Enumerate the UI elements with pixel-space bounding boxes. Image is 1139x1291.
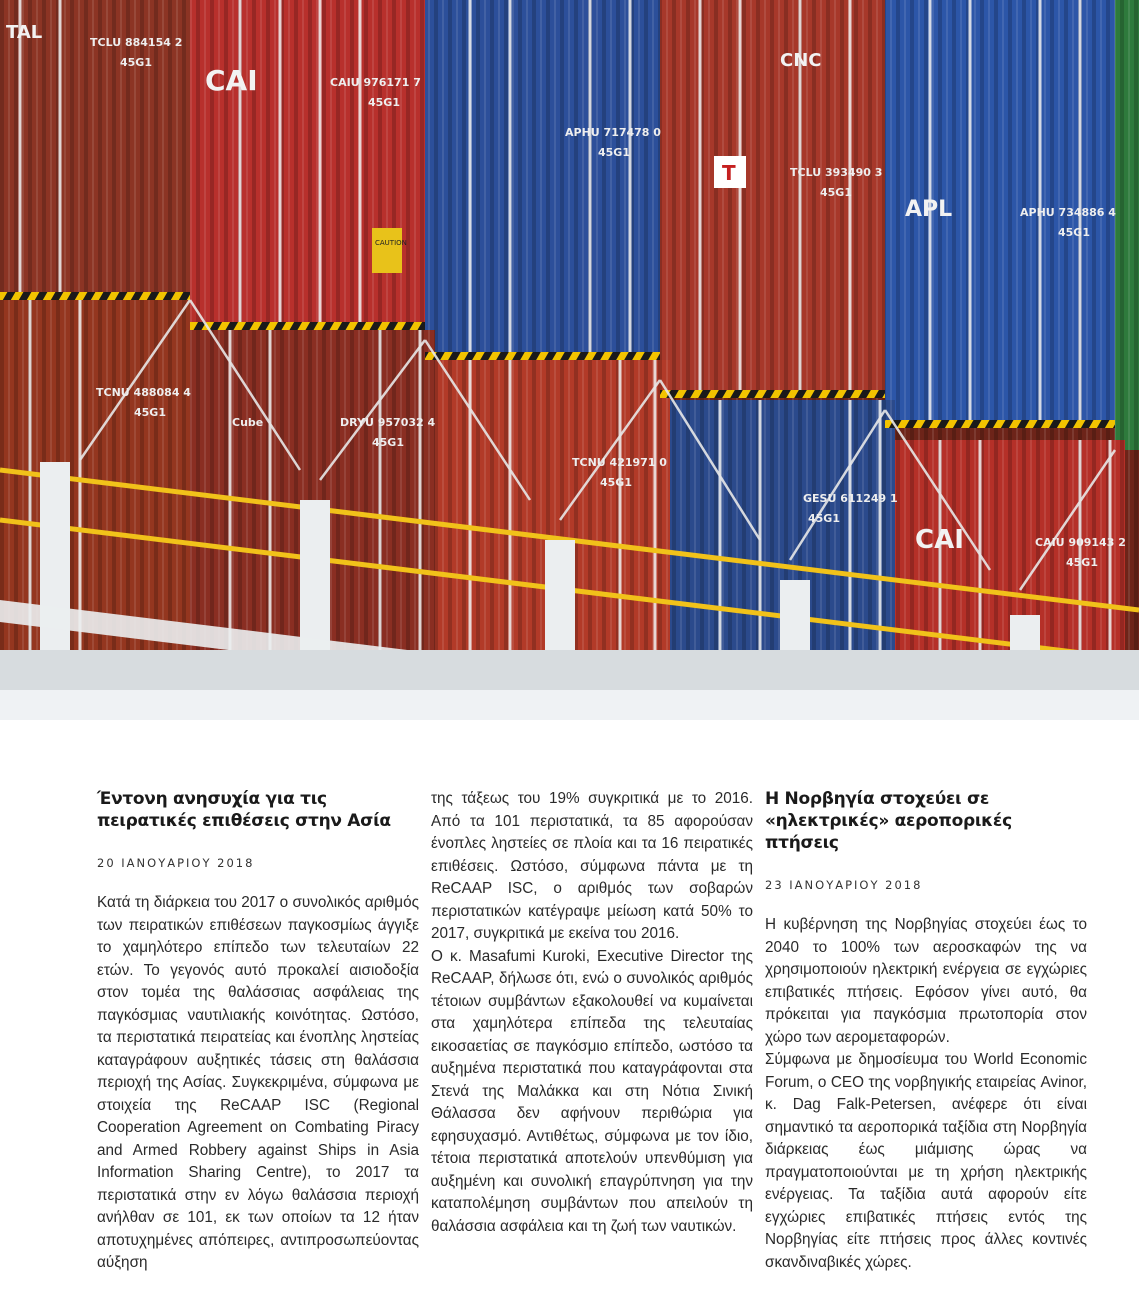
photo-label: TCNU 488084 4 xyxy=(96,386,191,399)
article-1-paragraph: της τάξεως του 19% συγκριτικά με το 2016. Από τα 101 περιστατικά, τα 85 αφορούσαν ένοπλες ληστείες σε πλοία και τα 16 πειρατικές επιθέσεις. Ωστόσο, σύμφωνα πάντα με τη ReCAAP ISC, ο αριθμός των σοβαρών περιστατικών κατέγραψε μείωση κατά 50% το 2017, συγκριτικά με εκείνα του 2016. xyxy=(431,790,753,942)
article-1-headline: Έντονη ανησυχία για τις πειρατικές επιθέσεις στην Ασία xyxy=(97,789,391,831)
photo-label: 45G1 xyxy=(820,186,852,199)
article-2-headline: Η Νορβηγία στοχεύει σε «ηλεκτρικές» αεροπορικές πτήσεις xyxy=(765,789,1012,853)
photo-label: CAIU 909143 2 xyxy=(1035,536,1126,549)
article-2-paragraph: Η κυβέρνηση της Νορβηγίας στοχεύει έως το 2040 το 100% των αεροσκαφών της να χρησιμοποιούν ηλεκτρική ενέργεια σε εγχώριες επιβατικές πτήσεις. Εφόσον γίνει αυτό, θα πρόκειται για παγκόσμια πρωτοπορία στον χώρο των αερομεταφορών. xyxy=(765,916,1087,1046)
photo-label: CNC xyxy=(780,50,822,71)
photo-label: CAI xyxy=(205,64,258,97)
photo-label: APHU 717478 0 xyxy=(565,126,661,139)
photo-label: GESU 611249 1 xyxy=(803,492,898,505)
article-1-column-2 xyxy=(431,788,753,1238)
photo-label: 45G1 xyxy=(1066,556,1098,569)
photo-label: CAI xyxy=(915,525,964,555)
photo-label: 45G1 xyxy=(368,96,400,109)
photo-label: 45G1 xyxy=(598,146,630,159)
article-1-body xyxy=(97,892,419,1275)
caution-sticker xyxy=(372,228,402,273)
article-1-column-1 xyxy=(97,788,419,1275)
photo-label: TAL xyxy=(6,22,43,43)
photo-label: 45G1 xyxy=(120,56,152,69)
article-2-paragraph: Σύμφωνα με δημοσίευμα του World Economic Forum, ο CEO της νορβηγικής εταιρείας Avinor, κ. Dag Falk-Petersen, ανέφερε ότι είναι σημαντικό τα αεροπορικά ταξίδια στη Νορβηγία διάρκειας έως μιάμισης ώρας να πραγματοποιούνται με τη χρήση ηλεκτρικής ενέργειας. Τα ταξίδια αυτά αφορούν είτε εγχώριες επιβατικές πτήσεις εντός της Νορβηγίας είτε πτήσεις προς άλλες κοντινές σκανδιναβικές χώρες. xyxy=(765,1051,1087,1271)
photo-label: DRYU 957032 4 xyxy=(340,416,436,429)
photo-label: T xyxy=(722,161,736,185)
article-2-date: 23 ΙΑΝΟΥΑΡΙΟΥ 2018 xyxy=(765,878,923,892)
photo-label: APHU 734886 4 xyxy=(1020,206,1116,219)
photo-label: 45G1 xyxy=(372,436,404,449)
photo-label: 45G1 xyxy=(600,476,632,489)
photo-label: TCLU 393490 3 xyxy=(790,166,883,179)
photo-label: 45G1 xyxy=(134,406,166,419)
article-1-paragraph: Κατά τη διάρκεια του 2017 ο συνολικός αριθμός των πειρατικών επιθέσεων παγκοσμίως άγγιξε το χαμηλότερο επίπεδο των τελευταίων 22 ετών. Το γεγονός αυτό προκαλεί αισιοδοξία στον τομέα της θαλάσσιας ασφάλειας της παγκόσμιας ναυτιλιακής κοινότητας. Ωστόσο, τα περιστατικά πειρατείας και ένοπλης ληστείας καταγράφουν αυξητικές τάσεις στη θαλάσσια περιοχή της Ασίας. Συγκεκριμένα, σύμφωνα με στοιχεία της ReCAAP ISC (Regional Cooperation Agreement on Combating Piracy and Armed Robbery against Ships in Asia Information Sharing Centre), το 2017 τα περιστατικά στην εν λόγω θαλάσσια περιοχή ανήλθαν σε 101, εκ των οποίων τα 12 ήταν αποτυχημένες απόπειρες, αντιπροσωπεύοντας αύξηση xyxy=(97,894,419,1271)
photo-label: TCNU 421971 0 xyxy=(572,456,667,469)
article-1-paragraph: Ο κ. Masafumi Kuroki, Executive Director της ReCAAP, δήλωσε ότι, ενώ ο συνολικός αριθμός τέτοιων συμβάντων εξακολουθεί να κυμαίνεται στα χαμηλότερα επίπεδα της τελευταίας εικοσαετίας σε παγκόσμιο επίπεδο, ωστόσο τα αυξημένα περιστατικά που καταγράφονται στα Στενά της Μαλάκκα και στη Νότια Σινική Θάλασσα δεν αφήνουν περιθώρια για εφησυχασμό. Αντιθέτως, σύμφωνα με τον ίδιο, τέτοια περιστατικά αποτελούν υπενθύμιση για αυξημένη και συνολική επαγρύπνηση για την καταπολέμηση συμβάντων που απειλούν τη θαλάσσια ασφάλεια και τη ζωή των ναυτικών. xyxy=(431,947,753,1235)
photo-label: TCLU 884154 2 xyxy=(90,36,183,49)
photo-label: 45G1 xyxy=(808,512,840,525)
photo-label: CAIU 976171 7 xyxy=(330,76,421,89)
article-2-column xyxy=(765,788,1087,1274)
photo-label: 45G1 xyxy=(1058,226,1090,239)
photo-label: APL xyxy=(905,197,953,222)
photo-label: CAUTION xyxy=(375,239,407,247)
photo-label: Cube xyxy=(232,416,264,429)
article-1-body-continued xyxy=(431,788,753,1238)
article-1-date: 20 ΙΑΝΟΥΑΡΙΟΥ 2018 xyxy=(97,856,255,870)
article-2-body xyxy=(765,914,1087,1274)
